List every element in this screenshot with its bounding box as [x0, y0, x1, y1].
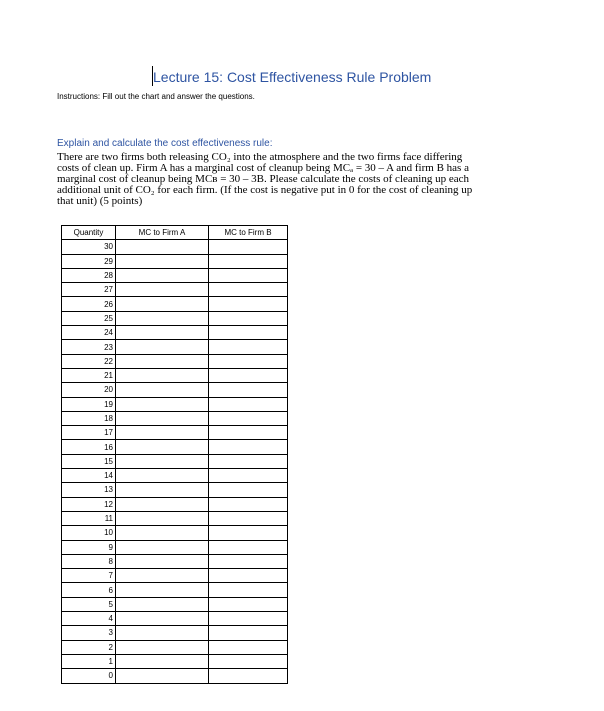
table-row: [62, 240, 288, 254]
table-row: [62, 597, 288, 611]
table-row: [62, 426, 288, 440]
quantity-cell: 21: [62, 368, 116, 382]
quantity-cell: 24: [62, 326, 116, 340]
firm-b-cost-cell[interactable]: [209, 240, 288, 254]
paragraph-line: costs of clean up. Firm A has a marginal cost of cleanup being MCₐ = 30 – A and firm B has a: [57, 162, 469, 174]
firm-a-cost-cell[interactable]: [116, 483, 209, 497]
firm-b-cost-cell[interactable]: [209, 283, 288, 297]
table-row: [62, 254, 288, 268]
firm-a-cost-cell[interactable]: [116, 469, 209, 483]
quantity-cell: 27: [62, 283, 116, 297]
firm-a-cost-cell[interactable]: [116, 311, 209, 325]
firm-a-cost-cell[interactable]: [116, 554, 209, 568]
firm-b-cost-cell[interactable]: [209, 540, 288, 554]
firm-a-header: MC to Firm A: [116, 226, 209, 240]
firm-a-cost-cell[interactable]: [116, 297, 209, 311]
table-row: [62, 297, 288, 311]
quantity-cell: 26: [62, 297, 116, 311]
firm-a-cost-cell[interactable]: [116, 569, 209, 583]
quantity-cell: 25: [62, 311, 116, 325]
table-row: [62, 511, 288, 525]
firm-a-cost-cell[interactable]: [116, 540, 209, 554]
firm-a-cost-cell[interactable]: [116, 383, 209, 397]
page-title: Lecture 15: Cost Effectiveness Rule Problem: [153, 69, 432, 85]
firm-b-cost-cell[interactable]: [209, 497, 288, 511]
firm-b-cost-cell[interactable]: [209, 411, 288, 425]
quantity-cell: 7: [62, 569, 116, 583]
firm-a-cost-cell[interactable]: [116, 411, 209, 425]
quantity-cell: 3: [62, 626, 116, 640]
table-row: [62, 383, 288, 397]
table-row: [62, 340, 288, 354]
firm-b-cost-cell[interactable]: [209, 454, 288, 468]
table-header-row: [62, 226, 288, 240]
firm-a-cost-cell[interactable]: [116, 283, 209, 297]
firm-b-cost-cell[interactable]: [209, 326, 288, 340]
table-row: [62, 554, 288, 568]
firm-a-cost-cell[interactable]: [116, 640, 209, 654]
table-row: [62, 526, 288, 540]
firm-a-cost-cell[interactable]: [116, 340, 209, 354]
table-row: [62, 569, 288, 583]
firm-a-cost-cell[interactable]: [116, 240, 209, 254]
quantity-cell: 8: [62, 554, 116, 568]
section-heading: Explain and calculate the cost effectiveness rule:: [57, 138, 273, 149]
table-body: [62, 240, 288, 683]
quantity-cell: 22: [62, 354, 116, 368]
firm-b-cost-cell[interactable]: [209, 626, 288, 640]
firm-b-cost-cell[interactable]: [209, 340, 288, 354]
firm-b-cost-cell[interactable]: [209, 311, 288, 325]
firm-b-cost-cell[interactable]: [209, 654, 288, 668]
firm-a-cost-cell[interactable]: [116, 597, 209, 611]
quantity-cell: 11: [62, 511, 116, 525]
firm-a-cost-cell[interactable]: [116, 626, 209, 640]
quantity-cell: 28: [62, 268, 116, 282]
table-row: [62, 626, 288, 640]
firm-b-cost-cell[interactable]: [209, 669, 288, 683]
table-row: [62, 654, 288, 668]
firm-b-cost-cell[interactable]: [209, 583, 288, 597]
firm-b-cost-cell[interactable]: [209, 612, 288, 626]
table-row: [62, 497, 288, 511]
firm-b-cost-cell[interactable]: [209, 397, 288, 411]
quantity-cell: 5: [62, 597, 116, 611]
firm-b-cost-cell[interactable]: [209, 426, 288, 440]
quantity-cell: 18: [62, 411, 116, 425]
firm-b-cost-cell[interactable]: [209, 554, 288, 568]
table-row: [62, 454, 288, 468]
quantity-cell: 12: [62, 497, 116, 511]
instructions-text: Instructions: Fill out the chart and answer the questions.: [57, 92, 255, 101]
paragraph-line: additional unit of CO₂ for each firm. (If the cost is negative put in 0 for the cost of cleaning up: [57, 184, 473, 196]
firm-b-cost-cell[interactable]: [209, 354, 288, 368]
firm-a-cost-cell[interactable]: [116, 368, 209, 382]
firm-a-cost-cell[interactable]: [116, 454, 209, 468]
firm-a-cost-cell[interactable]: [116, 440, 209, 454]
firm-b-cost-cell[interactable]: [209, 383, 288, 397]
firm-a-cost-cell[interactable]: [116, 669, 209, 683]
firm-b-cost-cell[interactable]: [209, 297, 288, 311]
firm-b-cost-cell[interactable]: [209, 268, 288, 282]
firm-a-cost-cell[interactable]: [116, 583, 209, 597]
table-row: [62, 669, 288, 683]
firm-b-cost-cell[interactable]: [209, 526, 288, 540]
table-row: [62, 483, 288, 497]
firm-b-cost-cell[interactable]: [209, 569, 288, 583]
paragraph-line: marginal cost of cleanup being MCʙ = 30 – 3B. Please calculate the costs of cleaning up each: [57, 173, 469, 185]
firm-a-cost-cell[interactable]: [116, 426, 209, 440]
quantity-cell: 17: [62, 426, 116, 440]
table-row: [62, 354, 288, 368]
paragraph-line: that unit) (5 points): [57, 195, 143, 207]
quantity-cell: 19: [62, 397, 116, 411]
quantity-cell: 23: [62, 340, 116, 354]
quantity-cell: 20: [62, 383, 116, 397]
table-row: [62, 326, 288, 340]
quantity-cell: 30: [62, 240, 116, 254]
firm-b-cost-cell[interactable]: [209, 640, 288, 654]
quantity-cell: 29: [62, 254, 116, 268]
quantity-cell: 4: [62, 612, 116, 626]
quantity-cell: 9: [62, 540, 116, 554]
table-row: [62, 540, 288, 554]
firm-b-cost-cell[interactable]: [209, 597, 288, 611]
table-row: [62, 368, 288, 382]
firm-b-cost-cell[interactable]: [209, 368, 288, 382]
quantity-cell: 15: [62, 454, 116, 468]
firm-a-cost-cell[interactable]: [116, 511, 209, 525]
firm-b-header: MC to Firm B: [209, 226, 288, 240]
table-row: [62, 283, 288, 297]
table-row: [62, 612, 288, 626]
firm-a-cost-cell[interactable]: [116, 326, 209, 340]
firm-b-cost-cell[interactable]: [209, 440, 288, 454]
table-row: [62, 397, 288, 411]
quantity-cell: 0: [62, 669, 116, 683]
table-row: [62, 440, 288, 454]
firm-b-cost-cell[interactable]: [209, 469, 288, 483]
table-row: [62, 411, 288, 425]
firm-a-cost-cell[interactable]: [116, 268, 209, 282]
table-row: [62, 268, 288, 282]
quantity-cell: 13: [62, 483, 116, 497]
quantity-cell: 16: [62, 440, 116, 454]
firm-a-cost-cell[interactable]: [116, 397, 209, 411]
firm-a-cost-cell[interactable]: [116, 654, 209, 668]
firm-a-cost-cell[interactable]: [116, 354, 209, 368]
quantity-cell: 10: [62, 526, 116, 540]
firm-a-cost-cell[interactable]: [116, 254, 209, 268]
problem-paragraph: [57, 152, 537, 207]
firm-b-cost-cell[interactable]: [209, 511, 288, 525]
firm-a-cost-cell[interactable]: [116, 526, 209, 540]
quantity-cell: 1: [62, 654, 116, 668]
table-row: [62, 583, 288, 597]
cost-table: [61, 225, 288, 684]
quantity-cell: 14: [62, 469, 116, 483]
table-row: [62, 311, 288, 325]
firm-b-cost-cell[interactable]: [209, 483, 288, 497]
quantity-header: Quantity: [62, 226, 116, 240]
quantity-cell: 6: [62, 583, 116, 597]
table-row: [62, 469, 288, 483]
quantity-cell: 2: [62, 640, 116, 654]
paragraph-line: There are two firms both releasing CO₂ into the atmosphere and the two firms face differing: [57, 151, 463, 163]
firm-a-cost-cell[interactable]: [116, 497, 209, 511]
firm-a-cost-cell[interactable]: [116, 612, 209, 626]
table-row: [62, 640, 288, 654]
firm-b-cost-cell[interactable]: [209, 254, 288, 268]
